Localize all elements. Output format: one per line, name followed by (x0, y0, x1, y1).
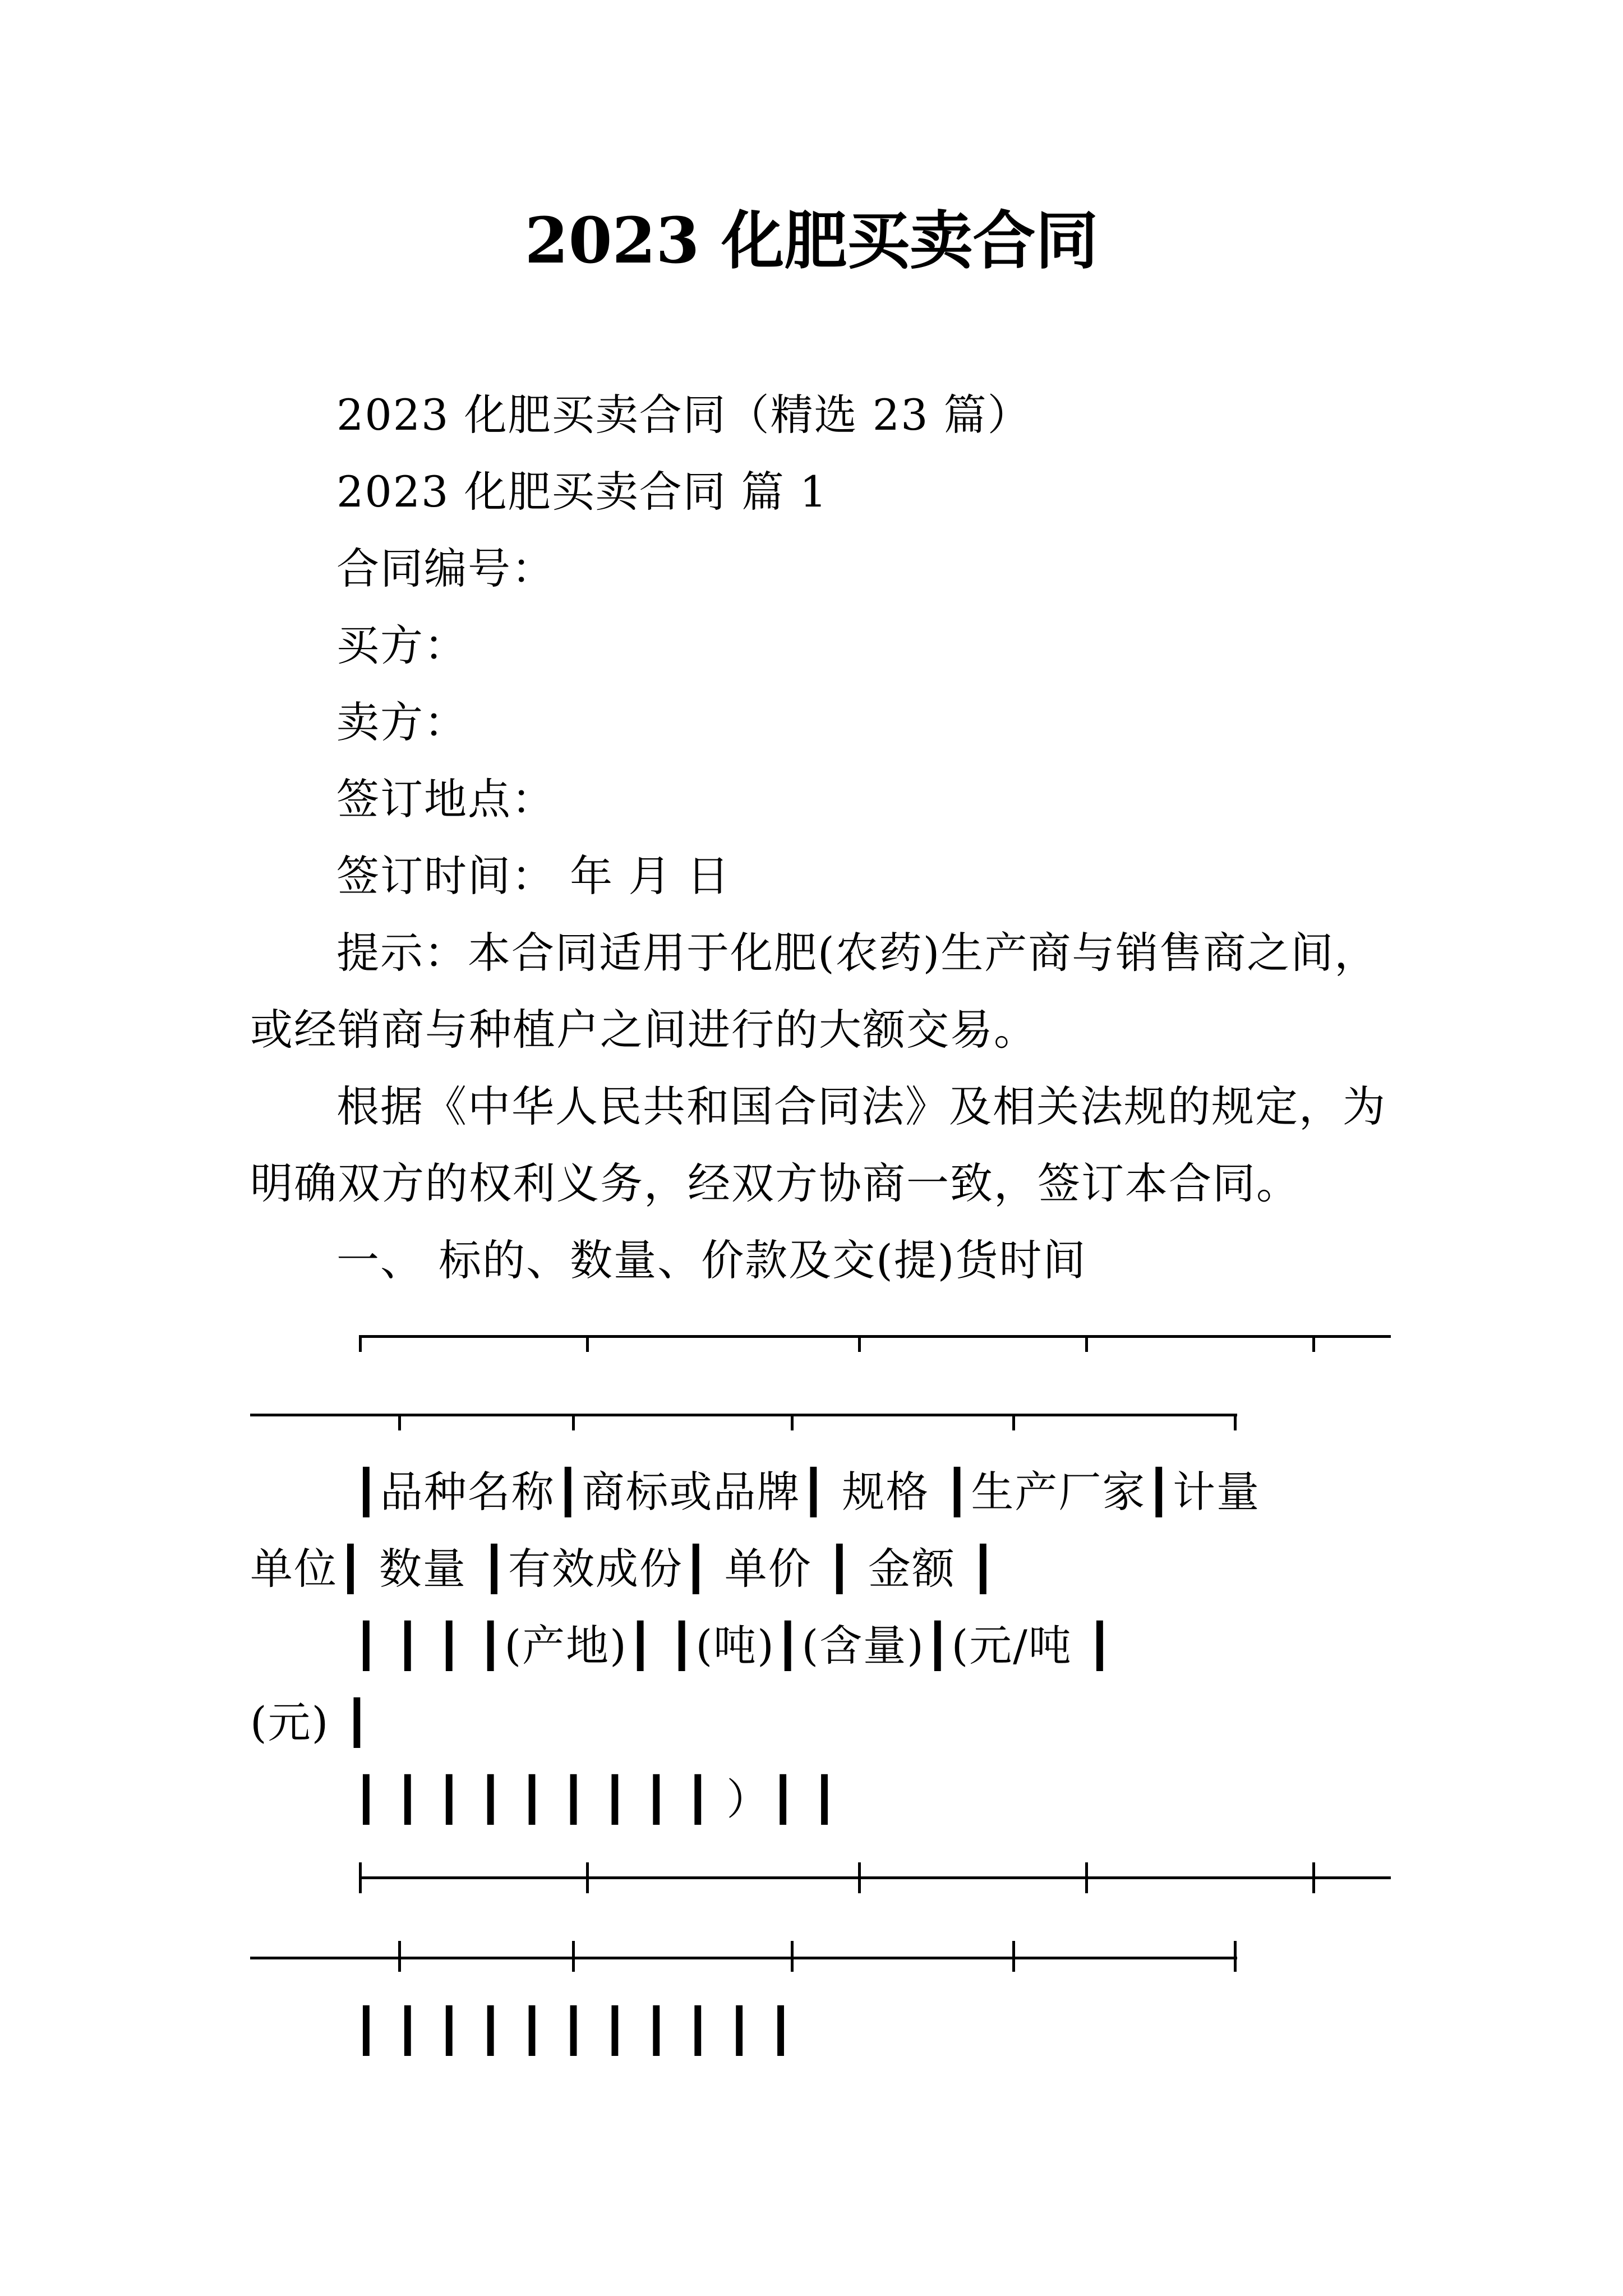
basis-paragraph-line1: 根据《中华人民共和国合同法》及相关法规的规定，为 (336, 1082, 1386, 1131)
table-unit-line3: ┃ ┃ ┃ ┃ ┃ ┃ ┃ ┃ ┃ ）┃ ┃ (353, 1774, 838, 1824)
table-mid-rule-a (359, 1876, 1391, 1879)
tip-paragraph-line2: 或经销商与种植户之间进行的大额交易。 (250, 1005, 1038, 1055)
table-col-tick (858, 1335, 861, 1352)
table-col-tick (398, 1414, 401, 1430)
table-col-tick (1085, 1862, 1088, 1893)
table-col-tick (1234, 1414, 1237, 1430)
table-col-tick (1312, 1335, 1315, 1352)
table-col-tick (586, 1335, 589, 1352)
table-blank-row: ┃ ┃ ┃ ┃ ┃ ┃ ┃ ┃ ┃ ┃ ┃ (353, 2005, 795, 2055)
table-col-tick (1012, 1414, 1015, 1430)
table-header-line2: 单位┃ 数量 ┃有效成份┃ 单价 ┃ 金额 ┃ (250, 1544, 997, 1594)
table-header-line1: ┃品种名称┃商标或品牌┃ 规格 ┃生产厂家┃计量 (353, 1467, 1261, 1517)
sign-time-field: 签订时间： 年 月 日 (336, 851, 731, 901)
document-title: 2023 化肥买卖合同 (524, 204, 1099, 278)
contract-number-field: 合同编号： (336, 544, 555, 593)
table-col-tick (1234, 1941, 1237, 1972)
table-col-tick (572, 1414, 575, 1430)
table-col-tick (586, 1862, 589, 1893)
table-col-tick (398, 1941, 401, 1972)
table-col-tick (1085, 1335, 1088, 1352)
table-col-tick (791, 1414, 794, 1430)
seller-field: 卖方： (336, 697, 468, 747)
table-col-tick (359, 1862, 362, 1893)
section-heading: 2023 化肥买卖合同 篇 1 (336, 467, 828, 517)
table-top-rule-a (359, 1335, 1391, 1338)
clause-1-heading: 一、 标的、数量、价款及交(提)货时间 (336, 1235, 1087, 1285)
table-unit-line2: (元) ┃ (250, 1697, 371, 1747)
table-col-tick (791, 1941, 794, 1972)
document-subtitle: 2023 化肥买卖合同（精选 23 篇） (336, 390, 1031, 440)
table-col-tick (572, 1941, 575, 1972)
sign-place-field: 签订地点： (336, 774, 555, 824)
tip-paragraph-line1: 提示：本合同适用于化肥(农药)生产商与销售商之间， (336, 928, 1378, 978)
table-col-tick (858, 1862, 861, 1893)
table-col-tick (1012, 1941, 1015, 1972)
buyer-field: 买方： (336, 620, 468, 670)
table-corner-tick (359, 1335, 362, 1352)
table-col-tick (1312, 1862, 1315, 1893)
table-unit-line1: ┃ ┃ ┃ ┃(产地)┃ ┃(吨)┃(含量)┃(元/吨 ┃ (353, 1621, 1114, 1671)
basis-paragraph-line2: 明确双方的权利义务，经双方协商一致，签订本合同。 (250, 1158, 1300, 1208)
